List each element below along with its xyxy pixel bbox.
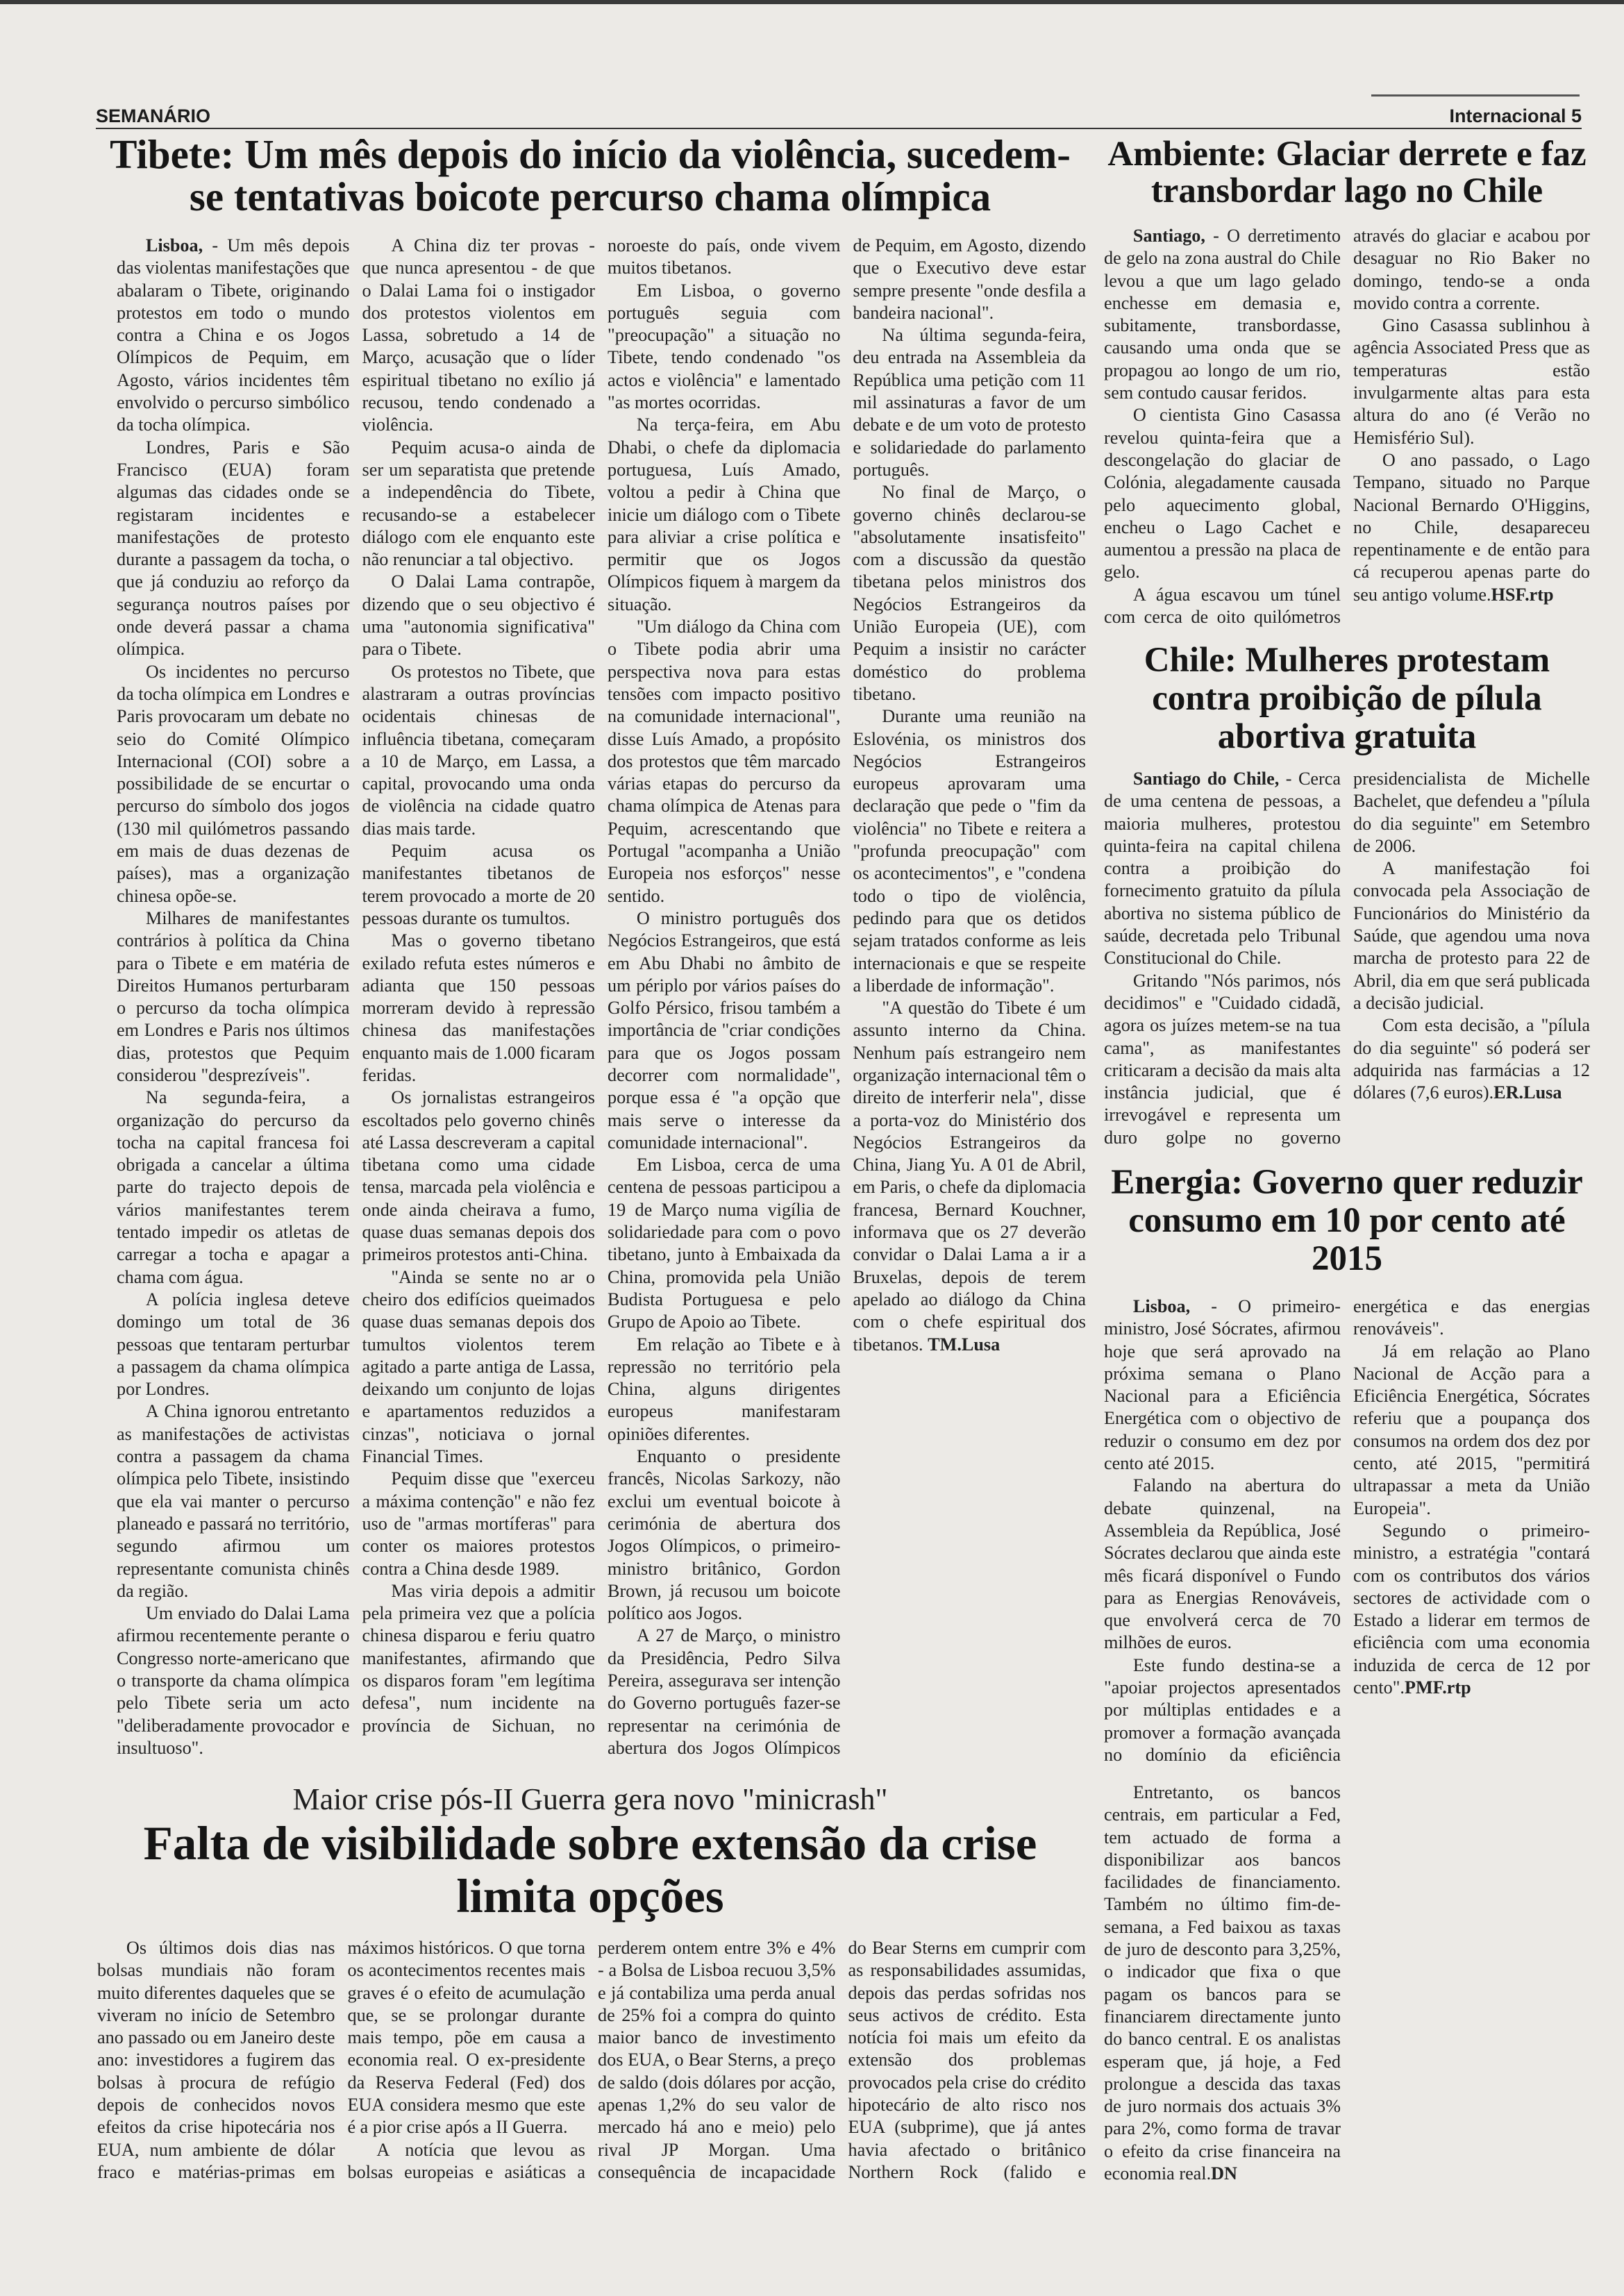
environment-lead-text: - O derretimento de gelo na zona austral do Chile levou a que um lago gelado enchesse em demasia e, subitamente, transbordasse, causando uma onda que se propagou ao longo de um rio, sem contudo causar feridos.	[1104, 226, 1341, 403]
tibet-paragraph: No final de Março, o governo chinês declarou-se "absolutamente insatisfeito" com a discussão da questão tibetana pelos ministros dos Negócios Estrangeiros da União Europeia (UE), com Pequim a insistir no carácter doméstico do problema tibetano.	[853, 482, 1086, 704]
energy-closing-text: Segundo o primeiro-ministro, a estratégia "contará com os contributos dos vários sectores de actividade com o Estado a liderar em termos de eficiência com uma economia induzida de cerca de 12 por cento".	[1353, 1520, 1590, 1698]
header-rule	[96, 128, 1582, 129]
tibet-article-body	[117, 235, 1086, 1766]
tibet-paragraph: Pequim acusa-o ainda de ser um separatista que pretende a independência do Tibete, recusando-se a estabelecer diálogo com ele enquanto este não renunciar a tal objectivo.	[362, 437, 595, 570]
chile-article-body	[1104, 768, 1590, 1164]
environment-paragraph	[1104, 225, 1341, 404]
crisis-signature: DN	[1211, 2163, 1237, 2184]
crisis-paragraph	[1104, 1782, 1341, 2185]
tibet-headline: Tibete: Um mês depois do início da violência, sucedem-se tentativas boicote percurso chama olímpica	[110, 131, 1071, 220]
crisis-paragraph: A notícia que levou as bolsas europeias e asiáticas a perderem ontem entre 3% e 4% - a Bolsa de Lisboa recuou 3,5% e já contabiliza uma perda anual de 25% foi a compra do quinto maior banco de investimento dos EUA, o Bear Sterns, a preço de saldo (dois dólares por acção, apenas 1,2% do seu valor de mercado há ano e meio) pelo rival JP Morgan. Uma consequência de incapacidade do Bear Sterns em cumprir com as responsabilidades assumidas, depois das perdas sofridas nos seus activos de crédito. Esta notícia foi mais um efeito da extensão dos problemas provocados pela crise do crédito hipotecário de alto risco nos EUA (subprime), que já antes havia afectado o britânico Northern Rock (falido e	[347, 1938, 1086, 2182]
tibet-paragraph: Um enviado do Dalai Lama afirmou recentemente perante o Congresso norte-americano que o transporte da chama olímpica pelo Tibete seria um acto "deliberadamente provocador e insultuoso".	[117, 1603, 350, 1758]
crisis-article-continuation	[1104, 1782, 1590, 2202]
tibet-lead-text: - Um mês depois das violentas manifestações que abalaram o Tibete, originando protestos em todo o mundo contra a China e os Jogos Olímpicos de Pequim, em Agosto, vários incidentes têm envolvido o percurso simbólico da tocha olímpica.	[117, 235, 350, 435]
energy-paragraph	[1353, 1520, 1590, 1699]
environment-paragraph: O cientista Gino Casassa revelou quinta-feira que a descongelação do glaciar de Colónia, alegadamente causada pelo aquecimento global, encheu o Lago Cachet e aumentou a pressão na placa de gelo.	[1104, 405, 1341, 583]
crisis-paragraph: Os últimos dois dias nas bolsas mundiais não foram muito diferentes daqueles que se viveram no início de Setembro ano passado ou em Janeiro deste ano: investidores a fugirem das bolsas à procura de refúgio depois de conhecidos novos efeitos da crise hipotecária nos EUA, num ambiente de dólar fraco e matérias-primas em máximos históricos. O que torna os acontecimentos recentes mais graves é o efeito de acumulação que, se se prolongar durante mais tempo, põe em causa a economia real. O ex-presidente da Reserva Federal (Fed) dos EUA considera mesmo que este é a pior crise após a II Guerra.	[97, 1938, 585, 2182]
header-accent-rule	[1371, 94, 1580, 97]
tibet-paragraph: "Um diálogo da China com o Tibete podia abrir uma perspectiva nova para estas tensões com impacto positivo na comunidade internacional", disse Luís Amado, a propósito dos protestos que têm marcado várias etapas do percurso da chama olímpica de Atenas para Pequim, acrescentando que Portugal "acompanha a União Europeia nos esforços" nesse sentido.	[608, 617, 841, 906]
chile-closing-text: Com esta decisão, a "pílula do dia seguinte" só poderá ser adquirida nas farmácias a 12 dólares (7,6 euros).	[1353, 1015, 1590, 1103]
top-border	[0, 0, 1624, 4]
tibet-paragraph: Londres, Paris e São Francisco (EUA) foram algumas das cidades onde se registaram incidentes e manifestações de protesto durante a passagem da tocha, o que já conduziu ao reforço da segurança noutros países por onde deverá passar a chama olímpica.	[117, 437, 350, 660]
tibet-paragraph: A 27 de Março, o ministro da Presidência, Pedro Silva Pereira, assegurava ser intenção do Governo português fazer-se representar na cerimónia de abertura dos Jogos Olímpicos de Pequim, em Agosto, dizendo que o Executivo deve estar sempre presente "onde desfila a bandeira nacional".	[608, 235, 1086, 1758]
crisis-headline: Falta de visibilidade sobre extensão da crise limita opções	[143, 1817, 1037, 1922]
tibet-paragraph: Os protestos no Tibete, que alastraram a outras províncias ocidentais chinesas de influência tibetana, começaram a 10 de Março, em Lassa, a capital, provocando uma onda de violência na cidade quatro dias mais tarde.	[362, 661, 595, 839]
page-section-number: Internacional 5	[1449, 106, 1582, 126]
tibet-paragraph: Pequim acusa os manifestantes tibetanos de terem provocado a morte de 20 pessoas durante os tumultos.	[362, 841, 595, 928]
crisis-article-body	[97, 1937, 1086, 2202]
energy-paragraph	[1104, 1296, 1341, 1475]
chile-lead-text: - Cerca de uma centena de pessoas, a maioria mulheres, protestou quinta-feira na capital chilena contra a proibição do fornecimento gratuito da pílula abortiva no sistema público de saúde, decretada pelo Tribunal Constitucional do Chile.	[1104, 769, 1341, 969]
environment-paragraph: Gino Casassa sublinhou à agência Associated Press que as temperaturas estão invulgarmente altas para esta altura do ano (é Verão no Hemisfério Sul).	[1353, 315, 1590, 448]
tibet-paragraph: Na terça-feira, em Abu Dhabi, o chefe da diplomacia portuguesa, Luís Amado, voltou a pedir à China que inicie um diálogo com o Tibete para aliviar a crise política e permitir que os Jogos Olímpicos fiquem à margem da situação.	[608, 414, 841, 614]
tibet-dateline: Lisboa,	[145, 235, 203, 255]
tibet-paragraph: Mas viria depois a admitir pela primeira vez que a polícia chinesa disparou e feriu quatro manifestantes, afirmando que os disparos foram "em legítima defesa", num incidente na província de Sichuan, no noroeste do país, onde vivem muitos tibetanos.	[362, 235, 841, 1736]
chile-headline: Chile: Mulheres protestam contra proibição de pílula abortiva gratuita	[1144, 641, 1550, 757]
page-header	[96, 103, 1582, 131]
chile-signature: ER.Lusa	[1493, 1082, 1562, 1103]
energy-paragraph: Este fundo destina-se a "apoiar projectos apresentados por múltiplas entidades e a promover a formação avançada no domínio da eficiência energética e das energias renováveis".	[1104, 1296, 1590, 1765]
tibet-closing-text: "A questão do Tibete é um assunto interno da China. Nenhum país estrangeiro nem organização internacional têm o direito de interferir nela", disse a porta-voz do Ministério dos Negócios Estrangeiros da China, Jiang Yu. A 01 de Abril, em Paris, o chefe da diplomacia francesa, Bernard Kouchner, informava que os 27 deverão convidar o Dalai Lama a ir a Bruxelas, depois de terem apelado ao diálogo da China com o chefe espiritual dos tibetanos.	[853, 998, 1086, 1355]
tibet-paragraph: Durante uma reunião na Eslovénia, os ministros dos Negócios Estrangeiros europeus aprovaram uma declaração que pede o "fim da violência" no Tibete e reitera a "profunda preocupação" com os acontecimentos", e "condena todo o tipo de violência, pedindo para que os detidos sejam tratados conforme as leis internacionais e que se respeite a liberdade de informação".	[853, 706, 1086, 996]
tibet-paragraph: Na segunda-feira, a organização do percurso da tocha na capital francesa foi obrigada a cancelar a última parte do trajecto depois de vários manifestantes terem tentado impedir os atletas de carregar a tocha e apagar a chama com água.	[117, 1087, 350, 1287]
crisis-kicker: Maior crise pós-II Guerra gera novo "minicrash"	[292, 1782, 888, 1816]
tibet-paragraph: Os incidentes no percurso da tocha olímpica em Londres e Paris provocaram um debate no seio do Comité Olímpico Internacional (COI) sobre a possibilidade de se encurtar o percurso do símbolo dos jogos (130 mil quilómetros passando em mais de duas dezenas de países), mas a organização chinesa opõe-se.	[117, 661, 350, 906]
environment-article-body	[1104, 225, 1590, 642]
tibet-paragraph: Em relação ao Tibete e à repressão no território pela China, alguns dirigentes europeus manifestaram opiniões diferentes.	[608, 1334, 841, 1444]
energy-article-body	[1104, 1296, 1590, 1775]
chile-paragraph: A manifestação foi convocada pela Associação de Funcionários do Ministério da Saúde, que agendou uma nova marcha de protesto para 22 de Abril, dia em que será publicada a decisão judicial.	[1353, 858, 1590, 1013]
tibet-paragraph: O Dalai Lama contrapõe, dizendo que o seu objectivo é uma "autonomia significativa" para o Tibete.	[362, 571, 595, 660]
tibet-paragraph: Em Lisboa, cerca de uma centena de pessoas participou a 19 de Março numa vigília de solidariedade para com o povo tibetano, junto à Embaixada da China, promovida pela União Budista Portuguesa e pelo Grupo de Apoio ao Tibete.	[608, 1155, 841, 1332]
tibet-paragraph: "Ainda se sente no ar o cheiro dos edifícios queimados quase duas semanas depois dos tumultos violentos terem agitado a parte antiga de Lassa, deixando um conjunto de lojas e apartamentos reduzidos a cinzas", noticiava o jornal Financial Times.	[362, 1266, 595, 1467]
tibet-paragraph: Enquanto o presidente francês, Nicolas Sarkozy, não exclui um eventual boicote à cerimónia de abertura dos Jogos Olímpicos, o primeiro-ministro britânico, Gordon Brown, já recusou um boicote político aos Jogos.	[608, 1446, 841, 1624]
energy-paragraph: Já em relação ao Plano Nacional de Acção para a Eficiência Energética, Sócrates referiu que a poupança dos consumos na ordem dos dez por cento, até 2015, "permitirá ultrapassar a meta da União Europeia".	[1353, 1341, 1590, 1518]
chile-dateline: Santiago do Chile,	[1132, 769, 1280, 789]
tibet-paragraph: O ministro português dos Negócios Estrangeiros, que está em Abu Dhabi no âmbito de um périplo por vários países do Golfo Pérsico, frisou também a importância de "criar condições para que os Jogos possam decorrer com normalidade", porque essa é "a opção que mais serve o interesse da comunidade internacional".	[608, 907, 841, 1153]
tibet-paragraph: Na última segunda-feira, deu entrada na Assembleia da República uma petição com 11 mil assinaturas a favor de um debate e de um voto de protesto e solidariedade do parlamento português.	[853, 325, 1086, 480]
energy-headline: Energia: Governo quer reduzir consumo em 10 por cento até 2015	[1111, 1163, 1583, 1279]
tibet-paragraph: Em Lisboa, o governo português seguia com "preocupação" a situação no Tibete, tendo condenado "os actos e violência" e lamentado "as mortes ocorridas.	[608, 280, 841, 413]
tibet-paragraph: Os jornalistas estrangeiros escoltados pelo governo chinês até Lassa descreveram a capital tibetana como uma cidade tensa, marcada pela violência e onde ainda cheirava a fumo, quase duas semanas depois dos primeiros protestos anti-China.	[362, 1087, 595, 1265]
environment-paragraph	[1353, 449, 1590, 606]
tibet-signature: TM.Lusa	[928, 1334, 1001, 1355]
tibet-paragraph	[853, 997, 1087, 1356]
tibet-paragraph: Pequim disse que "exerceu a máxima contenção" e não fez uso de "armas mortíferas" para conter os maiores protestos contra a China desde 1989.	[362, 1468, 595, 1579]
energy-paragraph: Falando na abertura do debate quinzenal, na Assembleia da República, José Sócrates declarou que ainda este mês ficará disponível o Fundo para as Energias Renováveis, que envolverá cerca de 70 milhões de euros.	[1104, 1475, 1341, 1653]
chile-paragraph	[1104, 768, 1341, 970]
tibet-paragraph	[117, 235, 350, 437]
energy-signature: PMF.rtp	[1404, 1677, 1471, 1698]
chile-paragraph	[1353, 1014, 1590, 1104]
energy-dateline: Lisboa,	[1132, 1296, 1191, 1316]
environment-dateline: Santiago,	[1132, 226, 1205, 246]
tibet-paragraph: Mas o governo tibetano exilado refuta estes números e adianta que 150 pessoas morreram devido à repressão chinesa das manifestações enquanto mais de 1.000 ficaram feridas.	[362, 930, 595, 1085]
tibet-paragraph: A China diz ter provas - que nunca apresentou - de que o Dalai Lama foi o instigador dos protestos violentos em Lassa, sobretudo a 14 de Março, acusação que o líder espiritual tibetano no exílio já recusou, tendo condenado a violência.	[362, 235, 595, 435]
tibet-paragraph: Milhares de manifestantes contrários à política da China para o Tibete e em matéria de Direitos Humanos perturbaram o percurso da tocha olímpica em Londres e Paris nos últimos dias, protestos que Pequim considerou "desprezíveis".	[117, 907, 350, 1085]
publication-name: SEMANÁRIO	[96, 106, 211, 126]
tibet-paragraph: A China ignorou entretanto as manifestações de activistas contra a passagem da chama olímpica pelo Tibete, insistindo que ela vai manter o percurso planeado e passará no território, segundo afirmou um representante comunista chinês da região.	[117, 1401, 350, 1601]
tibet-paragraph: A polícia inglesa deteve domingo um total de 36 pessoas que tentaram perturbar a passagem da chama olímpica por Londres.	[117, 1289, 350, 1400]
chile-paragraph: Gritando "Nós parimos, nós decidimos" e "Cuidado cidadã, agora os juízes metem-se na tua cama", as manifestantes criticaram a decisão da mais alta instância judicial, que é irrevogável e representa um duro golpe no governo presidencialista de Michelle Bachelet, que defendeu a "pílula do dia seguinte" em Setembro de 2006.	[1104, 769, 1590, 1148]
crisis-closing-text: Entretanto, os bancos centrais, em particular a Fed, tem actuado de forma a disponibilizar aos bancos facilidades de financiamento. Também no último fim-de-semana, a Fed baixou as taxas de juro de desconto para 3,25%, o indicador que fixa o que pagam os bancos para se financiarem directamente junto do banco central. E os analistas esperam que, já hoje, a Fed prolongue a descida das taxas de juro normais dos actuais 3% para 2%, como forma de travar o efeito da crise financeira na economia real.	[1104, 1782, 1341, 2184]
environment-headline: Ambiente: Glaciar derrete e faz transbordar lago no Chile	[1107, 135, 1587, 211]
environment-closing-text: O ano passado, o Lago Tempano, situado no Parque Nacional Bernardo O'Higgins, no Chile, desapareceu repentinamente e de então para cá recuperou apenas parte do seu antigo volume.	[1353, 449, 1590, 605]
energy-lead-text: - O primeiro-ministro, José Sócrates, afirmou hoje que será aprovado na próxima semana o Plano Nacional para a Eficiência Energética com o objectivo de reduzir o consumo em dez por cento até 2015.	[1104, 1296, 1341, 1474]
environment-paragraph: A água escavou um túnel com cerca de oito quilómetros através do glaciar e acabou por desaguar no Rio Baker no domingo, tendo-se a onda movido contra a corrente.	[1104, 226, 1590, 628]
environment-signature: HSF.rtp	[1491, 584, 1554, 605]
